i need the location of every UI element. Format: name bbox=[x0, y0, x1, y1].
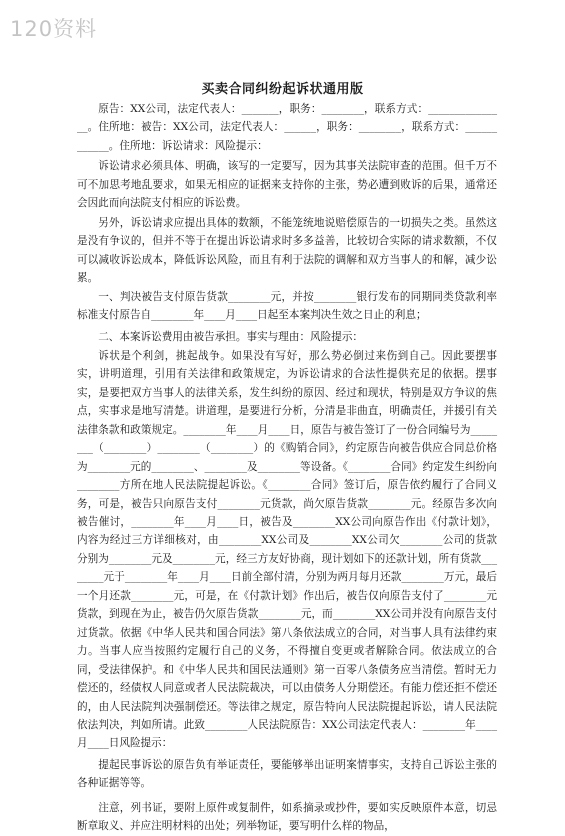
paragraph-claim-1: 一、判决被告支付原告货款________元，并按________银行发布的同期同类贷款利率标准支付原告自________年____月____日起至本案判决生效之日止的利息； bbox=[77, 290, 497, 321]
paragraph-claim-specificity: 诉讼请求必须具体、明确，该写的一定要写，因为其事关法院审查的范围。但千万不可不加思考地乱要求，如果无相应的证据来支持你的主张，势必遭到败诉的后果，通常还会因此而向法院支付相应的诉讼费。 bbox=[77, 160, 497, 210]
paragraph-claim-2: 二、本案诉讼费用由被告承担。事实与理由：风险提示： bbox=[98, 331, 364, 344]
document-title: 买卖合同纠纷起诉状通用版 bbox=[201, 82, 364, 97]
paragraph-parties: 原告：XX公司，法定代表人：_______，职务：________，联系方式：_______________。住所地：被告：XX公司，法定代表人：______，职务：________，联系方式：____________。住所地：诉讼请求：风险提示： bbox=[77, 103, 497, 152]
paragraph-burden-of-proof: 提起民事诉讼的原告负有举证责任，要能够举出证明案情事实，支持自己诉讼主张的各种证据等等。 bbox=[77, 758, 497, 790]
watermark-logo: 120资料 bbox=[10, 17, 98, 41]
document-body bbox=[77, 100, 497, 836]
paragraph-facts-reasons: 诉状是个利剑，挑起战争。如果没有写好，那么势必倒过来伤到自己。因此要摆事实，讲明道理，引用有关法律和政策规定，为诉讼请求的合法性提供充足的依据。摆事实，是要把双方当事人的法律关系，发生纠纷的原因、经过和现状，特别是双方争议的焦点，实事求是地写清楚。讲道理，是要进行分析，分清是非曲直，明确责任，并援引有关法律条款和政策规定。________年____月____日，原告与被告签订了一份合同编号为________（________）________（________）的《购销合同》，约定原告向被告供应合同总价格为________元的________、________及________等设备。《________合同》约定发生纠纷向________方所在地人民法院提起诉讼。《________合同》签订后，原告依约履行了合同义务，可是，被告只向原告支付________元货款，尚欠原告货款________元。经原告多次向被告催讨，________年____月____日，被告及________XX公司向原告作出《付款计划》，内容为经过三方详细核对，由________XX公司及________XX公司欠________公司的货款分别为________元及________元，经三方友好协商，现计划如下的还款计划，所有货款________元于________年____月____日前全部付清，分别为两月每月还款________万元，最后一个月还款________元，可是，在《付款计划》作出后，被告仅向原告支付了________元货款，到现在为止，被告仍欠原告货款________元，而________XX公司并没有向原告支付过货款。依据《中华人民共和国合同法》第八条依法成立的合同，对当事人具有法律约束力。当事人应当按照约定履行自己的义务，不得擅自变更或者解除合同。依法成立的合同，受法律保护。和《中华人民共和国民法通则》第一百零八条债务应当清偿。暂时无力偿还的，经债权人同意或者人民法院裁决，可以由债务人分期偿还。有能力偿还拒不偿还的，由人民法院判决强制偿还。等法律之规定，原告特向人民法院提起诉讼，请人民法院依法判决，判如所请。此致________人民法院原告：XX公司法定代表人：________年____月____日风险提示： bbox=[77, 349, 497, 750]
paragraph-claim-amount: 另外，诉讼请求应提出具体的数额，不能笼统地说赔偿原告的一切损失之类。虽然这是没有争议的，但并不等于在提出诉讼请求时多多益善，比较切合实际的请求数额，不仅可以减收诉讼成本，降低诉讼风险，而且有利于法院的调解和双方当事人的和解，减少讼累。 bbox=[77, 216, 497, 285]
paragraph-evidence-note: 注意，列书证，要附上原件或复制件，如系摘录或抄件，要如实反映原件本意，切忌断章取义、并应注明材料的出处；列举物证，要写明什么样的物品， bbox=[77, 801, 497, 833]
